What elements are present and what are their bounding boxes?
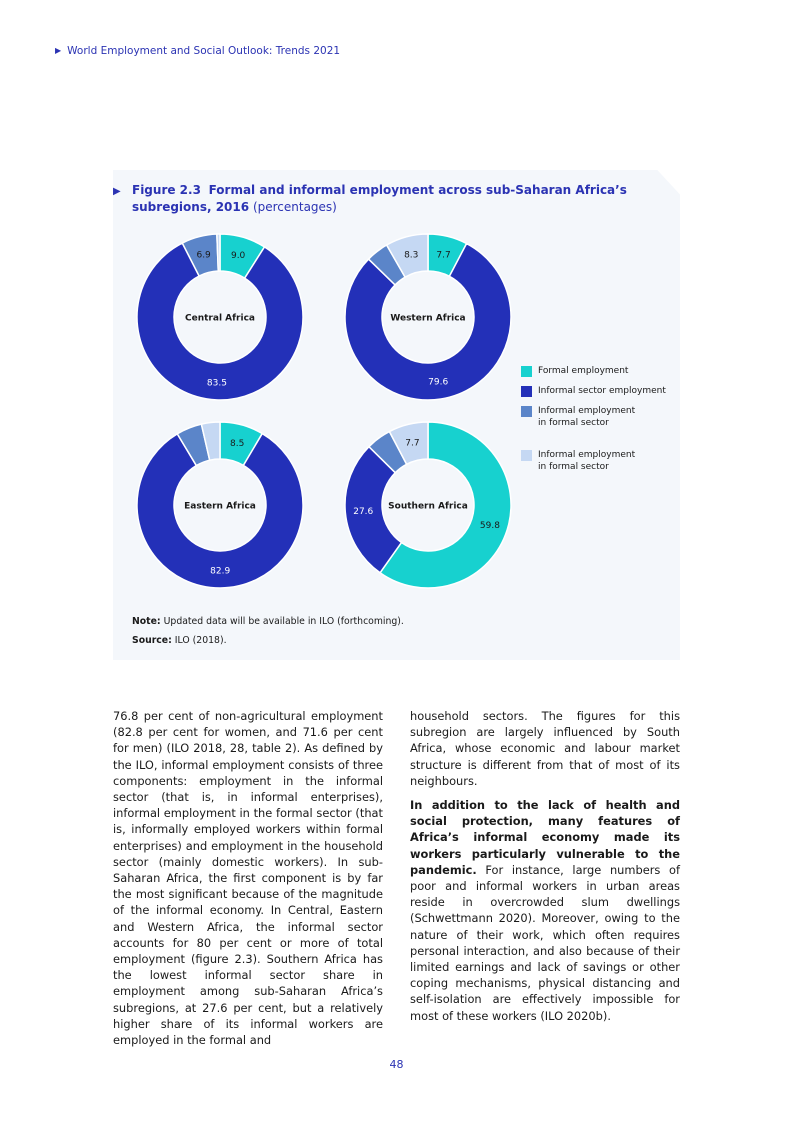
running-header [55, 45, 340, 57]
figure-title [113, 182, 653, 216]
chart-center-label: Western Africa [390, 313, 466, 324]
paragraph-rest: For instance, large numbers of poor and informal workers in urban areas reside in overcrowded slum dwellings (Schwettmann 2020). Moreover, owing to the nature of their work, which often requires personal interaction, and also because of their limited earnings and lack of savings or other coping mechanisms, physical distancing and self-isolation are effectively impossible for most of these workers (ILO 2020b). [410, 862, 680, 1023]
data-label: 7.7 [436, 250, 451, 261]
donut-slice [217, 234, 220, 271]
note-line [132, 612, 404, 631]
legend-swatch [521, 450, 532, 461]
source-label: Source: [132, 635, 172, 646]
source-line [132, 631, 404, 650]
body-column-left [113, 708, 383, 1056]
legend-label: Informal sector employment [538, 386, 666, 396]
data-label: 7.7 [405, 438, 420, 449]
body-column-right [410, 708, 680, 1032]
legend-swatch [521, 406, 532, 417]
data-label: 59.8 [479, 521, 500, 532]
data-label: 82.9 [210, 566, 231, 577]
header-title: World Employment and Social Outlook: Trends 2021 [67, 45, 341, 57]
note-label: Note: [132, 616, 161, 627]
body-paragraph: 76.8 per cent of non-agricultural employment (82.8 per cent for women, and 71.6 per cent for men) (ILO 2018, 28, table 2). As defined by the ILO, informal employment consists of three components: employment in the informal sector (that is, in informal enterprises), informal employment in the formal sector (that is, informally employed workers within formal enterprises) and employment in the household sector (mainly domestic workers). In sub-Saharan Africa, the first component is by far the most significant because of the magnitude of the informal economy. In Central, Eastern and Western Africa, the informal sector accounts for 80 per cent or more of total employment (figure 2.3). Southern Africa has the lowest informal sector share in employment among sub-Saharan Africa’s subregions, at 27.6 per cent, but a relatively higher share of its informal workers are employed in the formal and [113, 709, 383, 1048]
body-paragraph [410, 797, 680, 1024]
data-label: 8.5 [229, 438, 245, 449]
legend-label: Informal employment in formal sector [538, 406, 636, 428]
figure-notes [132, 612, 404, 650]
data-label: 27.6 [353, 507, 374, 518]
data-label: 83.5 [206, 378, 227, 389]
data-label: 8.3 [404, 250, 419, 261]
legend-swatch [521, 386, 532, 397]
legend-swatch [521, 366, 532, 377]
legend-item [521, 365, 666, 377]
data-label: 6.9 [196, 250, 211, 261]
legend-label: Informal employment in formal sector [538, 450, 636, 472]
chart-center-label: Eastern Africa [184, 501, 256, 512]
chart-legend [521, 365, 666, 473]
data-label: 9.0 [230, 251, 246, 262]
legend-item [521, 405, 666, 429]
legend-item [521, 385, 666, 397]
chart-center-label: Central Africa [185, 313, 255, 324]
source-text: ILO (2018). [174, 635, 227, 646]
triangle-icon: ▶ [113, 186, 121, 197]
legend-label: Formal employment [538, 366, 629, 376]
chart-center-label: Southern Africa [388, 501, 468, 512]
data-label: 79.6 [428, 377, 449, 388]
body-paragraph: household sectors. The figures for this subregion are largely influenced by South Africa, whose economic and labour market structure is different from that of most of its neighbours. [410, 709, 680, 788]
bold-lead: In addition to the lack of health and social protection, many features of Africa’s informal economy made its workers particularly vulnerable to the pandemic. [410, 798, 680, 877]
figure-label: Figure 2.3 [132, 183, 201, 197]
page-number: 48 [389, 1058, 404, 1071]
triangle-icon: ▶ [55, 46, 62, 55]
figure-title-text: Formal and informal employment across sub-Saharan Africa’s subregions, 2016 [132, 183, 627, 214]
note-text: Updated data will be available in ILO (forthcoming). [163, 616, 404, 627]
figure-subtitle: (percentages) [252, 200, 337, 214]
legend-item [521, 449, 666, 473]
